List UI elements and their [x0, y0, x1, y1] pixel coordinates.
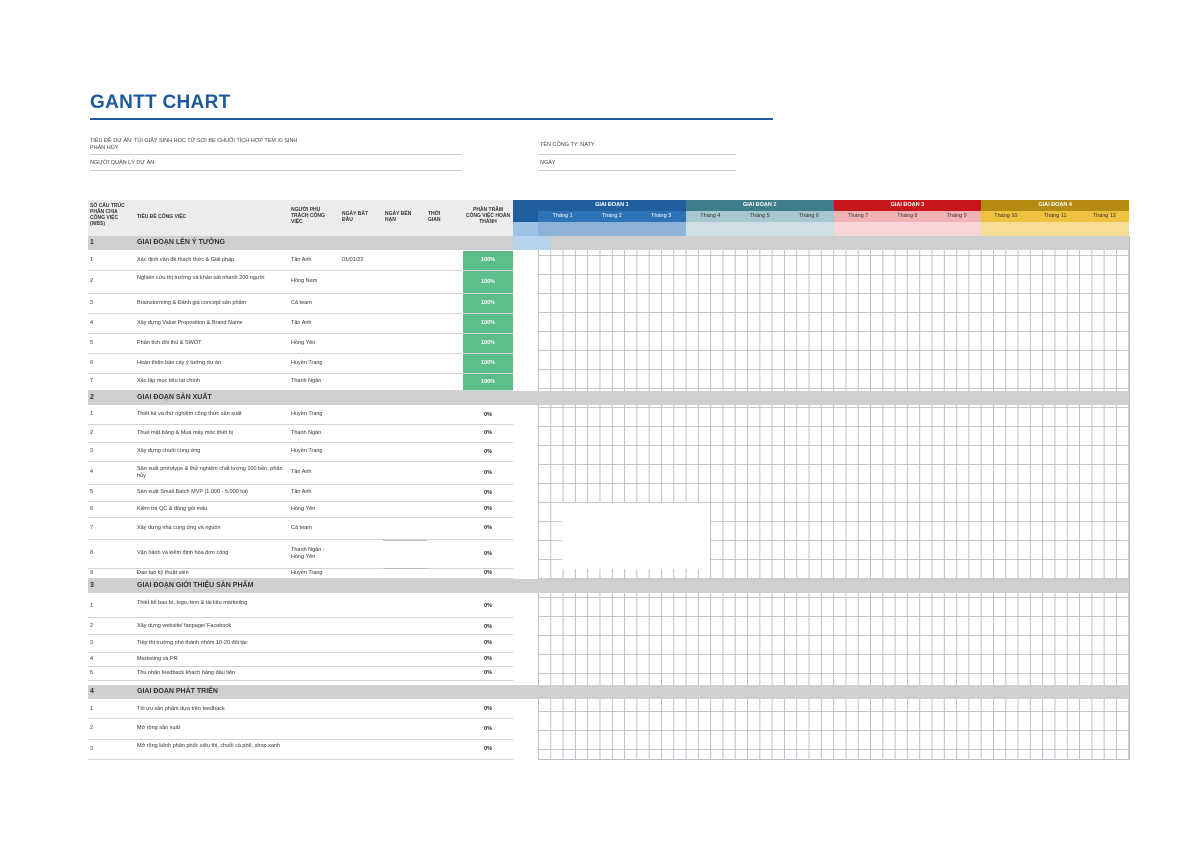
task-title: Phân tích đối thủ & SWOT [137, 339, 202, 346]
percent-complete: 100% [463, 354, 513, 373]
task-owner: Tân Anh [291, 469, 312, 475]
task-number: 4 [90, 319, 94, 326]
month-header: Tháng 9 [932, 211, 981, 222]
week-strip [587, 222, 636, 236]
month-header: Tháng 11 [1031, 211, 1080, 222]
section-number: 3 [90, 582, 94, 589]
task-title: Xác định vấn đề thách thức & Giải pháp [137, 256, 235, 263]
title-rule [90, 118, 773, 120]
week-strip [1080, 222, 1129, 236]
timeline-highlight [513, 236, 550, 250]
month-header: Tháng 5 [735, 211, 784, 222]
task-owner: Cả team [291, 299, 312, 306]
task-number: 1 [90, 256, 94, 263]
divider [538, 154, 736, 155]
task-owner: Cả team [291, 524, 312, 531]
week-strip [784, 222, 833, 236]
task-title: Sản xuất Small Batch MVP (1.000 - 5.000 túi) [137, 489, 248, 495]
section-title: GIAI ĐOẠN GIỚI THIỆU SẢN PHẨM [137, 582, 254, 589]
section-title: GIAI ĐOẠN SẢN XUẤT [137, 394, 212, 401]
percent-complete: 0% [484, 726, 492, 732]
header-due-date: NGÀY ĐẾN HẠN [385, 211, 412, 223]
timeline-grid [538, 236, 1130, 760]
task-number: 5 [90, 669, 94, 676]
timeline-header-lead [513, 200, 538, 222]
percent-complete: 0% [484, 470, 492, 476]
header-start-date: NGÀY BẮT ĐẦU [342, 211, 369, 223]
percent-complete: 0% [484, 525, 492, 531]
project-title-label: TIÊU ĐỀ DỰ ÁN: TÚI GIẤY SINH HỌC TỪ SỢI BẸ CHUỐI TÍCH HỢP TEM XI SINH PHÂN HỦY [90, 138, 298, 151]
task-title: Thiết kế và thử nghiệm công thức sản xuất [137, 411, 242, 417]
task-number: 8 [90, 550, 94, 556]
week-strip [637, 222, 686, 236]
divider [90, 154, 462, 155]
week-strip [735, 222, 784, 236]
task-title: Xây dựng nhà cung ứng và nguồn [137, 524, 221, 531]
task-title: Nghiên cứu thị trường và khảo sát nhanh 200 người [137, 275, 265, 281]
section-title: GIAI ĐOẠN PHÁT TRIỂN [137, 688, 218, 695]
week-strip [686, 222, 735, 236]
task-start-date: 01/01/22 [342, 256, 364, 263]
percent-complete: 0% [484, 603, 492, 609]
week-strip [883, 222, 932, 236]
section-number: 2 [90, 394, 94, 401]
row-divider [88, 680, 513, 681]
divider [538, 170, 736, 171]
timeline-header-lead [513, 222, 538, 236]
section-number: 1 [90, 239, 94, 246]
task-title: Mở rộng sản xuất [137, 725, 181, 731]
task-owner: Thanh Ngân [291, 378, 322, 384]
task-number: 3 [90, 299, 94, 306]
percent-complete: 100% [463, 314, 513, 333]
blank-area [383, 540, 427, 569]
task-number: 2 [90, 429, 94, 436]
company-label: TÊN CÔNG TY: NATY [540, 142, 595, 148]
percent-complete: 0% [484, 624, 492, 630]
task-title: Thuê mặt bằng & Mua máy móc thiết bị [137, 429, 233, 436]
task-owner: Tân Anh [291, 256, 312, 263]
percent-complete: 0% [484, 430, 492, 436]
month-header: Tháng 10 [981, 211, 1030, 222]
phase-header: GIAI ĐOẠN 1 [538, 200, 686, 211]
task-title: Thiết kế bao bì, logo, tem & tài liệu marketing [137, 599, 248, 606]
task-title: Sản xuất prototype & thử nghiệm chất lượng 100 bền, phân hủy [137, 466, 283, 479]
header-owner: NGƯỜI PHỤ TRÁCH CÔNG VIỆC [291, 207, 325, 225]
row-divider [88, 617, 513, 618]
header-wbs: SỐ CẤU TRÚC PHÂN CHIA CÔNG VIỆC (WBS) [90, 203, 125, 227]
task-number: 7 [90, 378, 94, 384]
task-owner: Hồng Yên [291, 339, 316, 346]
percent-complete: 0% [484, 570, 492, 576]
task-title: Marketing và PR [137, 655, 178, 662]
section-number: 4 [90, 688, 94, 695]
month-header: Tháng 8 [883, 211, 932, 222]
month-header: Tháng 4 [686, 211, 735, 222]
task-owner: Hồng Yên [291, 505, 316, 512]
percent-complete: 0% [484, 640, 492, 646]
task-owner: Tân Anh [291, 319, 312, 326]
task-number: 3 [90, 745, 94, 752]
week-strip [1031, 222, 1080, 236]
percent-complete: 100% [463, 294, 513, 313]
row-divider [88, 390, 513, 391]
task-title: Thu nhận feedback khách hàng đầu tiên [137, 669, 236, 676]
percent-complete: 0% [484, 746, 492, 752]
task-title: Xác lập mục tiêu tài chính [137, 378, 200, 384]
month-header: Tháng 6 [784, 211, 833, 222]
percent-complete: 0% [484, 706, 492, 712]
task-owner: Hồng Nam [291, 278, 318, 284]
month-header: Tháng 7 [834, 211, 883, 222]
task-number: 2 [90, 725, 94, 731]
task-title: Brainstorming & Đánh giá concept sản phẩm [137, 299, 247, 306]
month-header: Tháng 2 [587, 211, 636, 222]
task-owner: Huyền Trang [291, 359, 323, 366]
task-title: Tiếp thị trường nhỏ thành nhóm 10-20 đối tác [137, 639, 248, 646]
task-title: Tối ưu sản phẩm dựa trên feedback [137, 705, 225, 712]
task-number: 1 [90, 705, 94, 712]
percent-complete: 0% [484, 506, 492, 512]
task-title: Xây dựng website/ fanpage/ Facebook [137, 623, 232, 629]
percent-complete: 100% [463, 374, 513, 390]
percent-complete: 0% [484, 656, 492, 662]
task-owner: Huyền Trang [291, 569, 323, 576]
task-title: Đạo tạo kỹ thuật viên [137, 569, 189, 576]
task-title: Mở rộng kênh phân phối: siêu thị, chuỗi cà phê, shop xanh [137, 742, 281, 749]
task-owner: Huyền Trang [291, 411, 323, 417]
percent-complete: 0% [484, 449, 492, 455]
project-manager-label: NGƯỜI QUẢN LÝ DỰ ÁN: [90, 160, 156, 166]
percent-complete: 0% [484, 551, 492, 557]
section-title: GIAI ĐOẠN LÊN Ý TƯỞNG [137, 239, 226, 246]
divider [90, 170, 462, 171]
task-number: 1 [90, 411, 94, 417]
week-strip [932, 222, 981, 236]
task-number: 6 [90, 359, 94, 366]
percent-complete: 0% [484, 490, 492, 496]
task-owner: Huyền Trang [291, 448, 323, 454]
row-divider [88, 578, 513, 579]
section-row [88, 685, 1129, 699]
task-number: 2 [90, 278, 94, 284]
section-row [88, 236, 1129, 250]
week-strip [538, 222, 587, 236]
header-percent-done: PHẦN TRĂM CÔNG VIỆC HOÀN THÀNH [465, 207, 511, 225]
task-number: 7 [90, 524, 94, 531]
month-header: Tháng 1 [538, 211, 587, 222]
page-title: GANTT CHART [90, 92, 231, 113]
task-number: 9 [90, 569, 94, 576]
task-title: Vận hành và kiểm định hóa đơn công [137, 550, 229, 556]
percent-complete: 0% [484, 412, 492, 418]
week-strip [834, 222, 883, 236]
week-strip [981, 222, 1030, 236]
task-owner: Thanh Ngân - Hồng Yên [291, 547, 325, 560]
task-number: 4 [90, 469, 94, 475]
blank-area [562, 503, 710, 569]
percent-complete: 100% [463, 251, 513, 270]
phase-header: GIAI ĐOẠN 4 [981, 200, 1129, 211]
task-title: Kiểm tra QC & đóng gói mẫu [137, 505, 208, 512]
task-owner: Tân Anh [291, 489, 312, 495]
task-title: Xây dựng Value Proposition & Brand Name [137, 319, 243, 326]
header-task-title: TIÊU ĐỀ CÔNG VIỆC [137, 214, 187, 220]
phase-header: GIAI ĐOẠN 2 [686, 200, 834, 211]
phase-header: GIAI ĐOẠN 3 [834, 200, 982, 211]
task-number: 2 [90, 623, 94, 629]
task-owner: Thanh Ngân [291, 429, 322, 436]
section-row [88, 391, 1129, 405]
month-header: Tháng 12 [1080, 211, 1129, 222]
row-divider [88, 759, 513, 760]
percent-complete: 100% [463, 334, 513, 353]
task-number: 3 [90, 448, 94, 454]
task-number: 1 [90, 602, 94, 609]
task-number: 3 [90, 639, 94, 646]
task-number: 4 [90, 655, 94, 662]
percent-complete: 0% [484, 670, 492, 676]
header-duration: THỜI GIAN [428, 211, 441, 223]
date-label: NGÀY [540, 160, 556, 166]
task-title: Xây dựng chuỗi cung ứng [137, 448, 201, 454]
task-title: Hoàn thiện báo cáy ý tưởng dự án [137, 359, 222, 366]
task-number: 5 [90, 339, 94, 346]
task-number: 5 [90, 489, 94, 495]
task-number: 6 [90, 505, 94, 512]
month-header: Tháng 3 [637, 211, 686, 222]
percent-complete: 100% [463, 271, 513, 293]
